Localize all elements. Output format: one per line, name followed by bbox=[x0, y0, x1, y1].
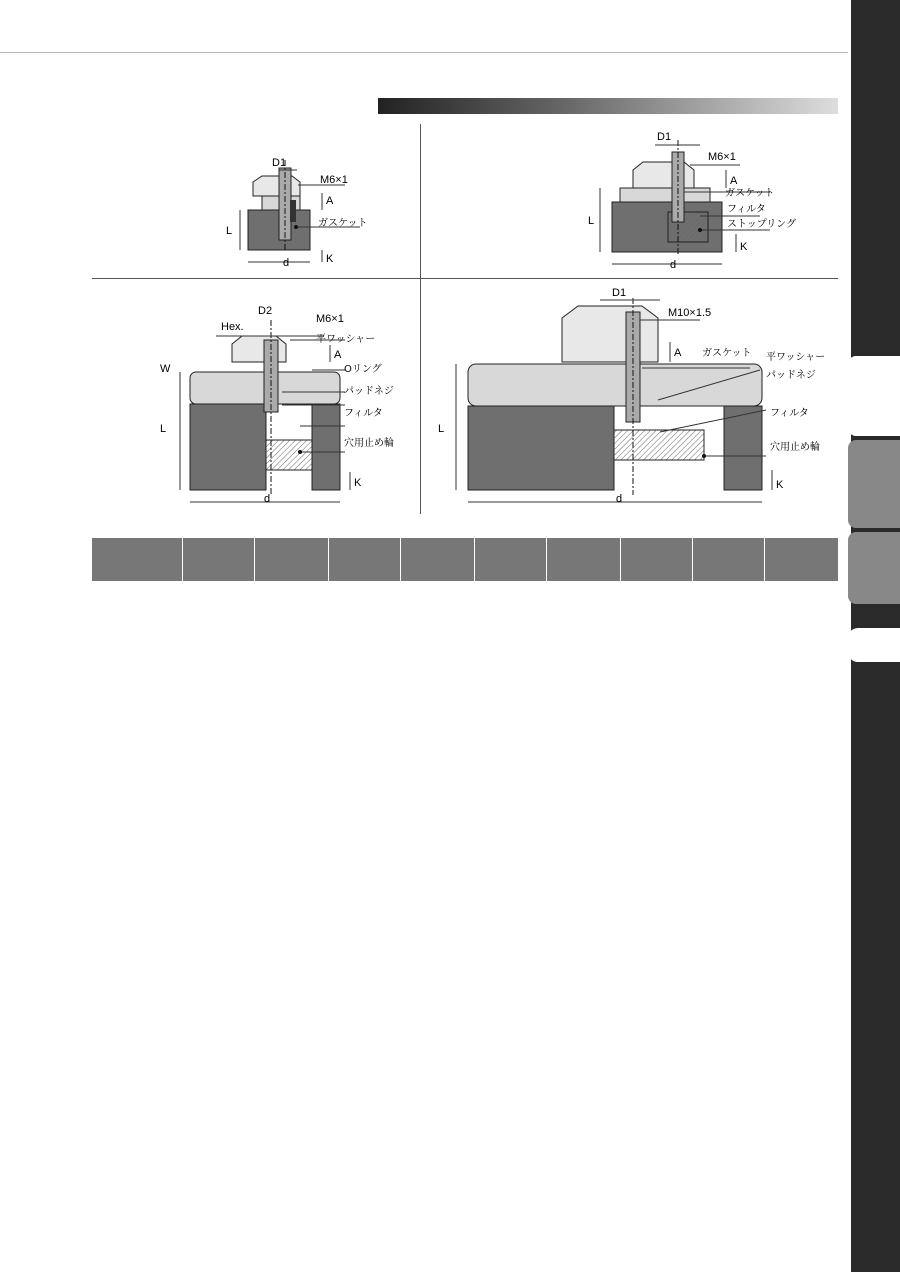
header-w bbox=[692, 538, 764, 581]
label-snapring-3: 穴用止め輪 bbox=[344, 438, 394, 449]
label-k: K bbox=[326, 253, 334, 265]
label-k-3: K bbox=[354, 477, 362, 489]
label-l-3: L bbox=[160, 423, 167, 435]
header-l bbox=[254, 538, 328, 581]
label-d: d bbox=[283, 257, 290, 269]
label-d2-3: D2 bbox=[258, 305, 273, 317]
label-k-4: K bbox=[776, 479, 784, 491]
label-l-4: L bbox=[438, 423, 445, 435]
label-m10-4: M10×1.5 bbox=[668, 307, 712, 319]
diagram3-drawing bbox=[180, 320, 350, 502]
label-oring-3: Oリング bbox=[344, 364, 382, 375]
label-d1-2: D1 bbox=[657, 131, 672, 143]
label-a-4: A bbox=[674, 347, 682, 359]
label-padscrew-3: パッドネジ bbox=[344, 386, 394, 397]
tab-technical-data[interactable] bbox=[848, 532, 900, 604]
label-m6-3: M6×1 bbox=[316, 313, 344, 325]
header-model bbox=[92, 538, 182, 581]
label-l-2: L bbox=[588, 215, 595, 227]
tab-vacuum-pad[interactable] bbox=[848, 356, 900, 436]
label-d-4: d bbox=[616, 493, 623, 505]
header-d1 bbox=[546, 538, 620, 581]
label-filter-2: フィルタ bbox=[727, 204, 766, 215]
page-number bbox=[848, 628, 900, 662]
label-d1-4: D1 bbox=[612, 287, 627, 299]
label-m6: M6×1 bbox=[320, 174, 348, 186]
spec-table bbox=[92, 538, 838, 581]
label-w-3: W bbox=[160, 363, 171, 375]
label-gasket-4: ガスケット bbox=[702, 348, 752, 359]
label-d1: D1 bbox=[272, 157, 287, 169]
label-washer-4: 平ワッシャー bbox=[766, 352, 826, 363]
label-hex-3: Hex. bbox=[221, 321, 244, 333]
label-k-2: K bbox=[740, 241, 748, 253]
label-m6-2: M6×1 bbox=[708, 151, 736, 163]
label-gasket: ガスケット bbox=[318, 218, 368, 229]
label-padscrew-4: パッドネジ bbox=[766, 370, 816, 381]
label-snapring-4: 穴用止め輪 bbox=[770, 442, 820, 453]
header-pad-diameter bbox=[182, 538, 254, 581]
label-l: L bbox=[226, 225, 233, 237]
header-code bbox=[764, 538, 838, 581]
label-a-3: A bbox=[334, 349, 342, 361]
label-d-2: d bbox=[670, 259, 677, 271]
table-header-row bbox=[92, 538, 838, 581]
label-filter-3: フィルタ bbox=[344, 408, 383, 419]
header-a bbox=[400, 538, 474, 581]
label-washer-3: 平ワッシャー bbox=[316, 334, 376, 345]
diagram4-drawing bbox=[456, 298, 772, 502]
label-a-2: A bbox=[730, 175, 738, 187]
header-hex bbox=[474, 538, 546, 581]
header-lip-height bbox=[328, 538, 400, 581]
label-gasket-2: ガスケット bbox=[725, 188, 775, 199]
label-filter-4: フィルタ bbox=[770, 408, 809, 419]
label-d-3: d bbox=[264, 493, 271, 505]
label-a: A bbox=[326, 195, 334, 207]
connection-diagrams bbox=[0, 0, 850, 520]
header-d2 bbox=[620, 538, 692, 581]
tab-vacuum-equipment[interactable] bbox=[848, 440, 900, 528]
label-stopring-2: ストップリング bbox=[727, 219, 797, 230]
